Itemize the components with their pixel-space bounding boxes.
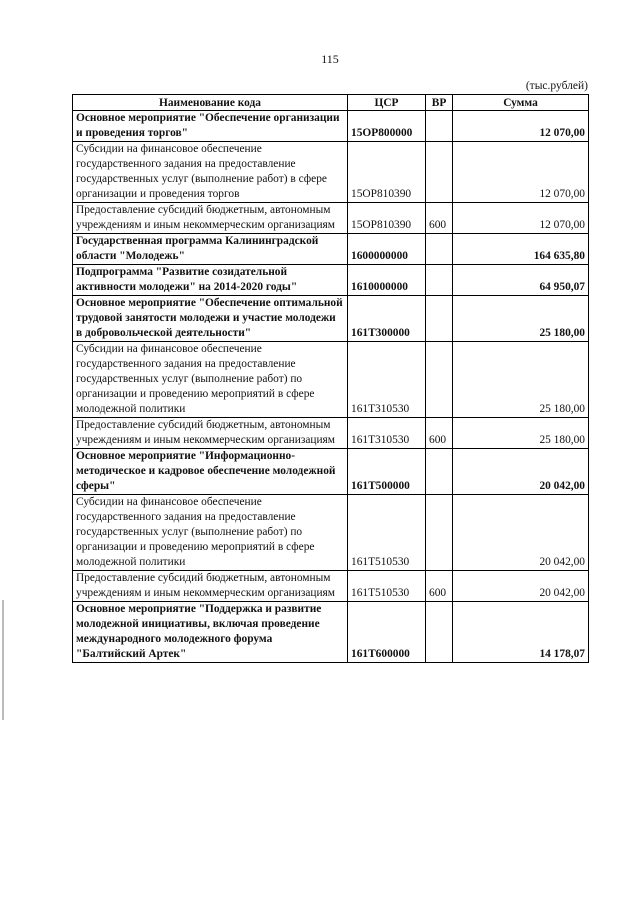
cell-vr xyxy=(426,265,453,296)
cell-csr: 1610000000 xyxy=(348,265,426,296)
cell-name: Предоставление субсидий бюджетным, автономным учреждениям и иным некоммерческим организациям xyxy=(73,418,348,449)
cell-vr xyxy=(426,142,453,203)
cell-vr xyxy=(426,449,453,495)
cell-vr xyxy=(426,342,453,418)
cell-vr xyxy=(426,602,453,663)
cell-csr: 161T300000 xyxy=(348,296,426,342)
cell-vr xyxy=(426,111,453,142)
cell-sum: 12 070,00 xyxy=(453,203,589,234)
cell-name: Государственная программа Калининградской области "Молодежь" xyxy=(73,234,348,265)
cell-vr: 600 xyxy=(426,571,453,602)
cell-csr: 161T500000 xyxy=(348,449,426,495)
table-row xyxy=(73,203,589,234)
cell-sum: 25 180,00 xyxy=(453,342,589,418)
cell-csr: 15OP800000 xyxy=(348,111,426,142)
cell-vr xyxy=(426,495,453,571)
header-sum: Сумма xyxy=(453,95,589,111)
cell-name: Основное мероприятие "Информационно-методическое и кадровое обеспечение молодежной сферы" xyxy=(73,449,348,495)
table-row xyxy=(73,449,589,495)
table-row xyxy=(73,495,589,571)
cell-csr: 161T600000 xyxy=(348,602,426,663)
table-row xyxy=(73,142,589,203)
cell-csr: 15OP810390 xyxy=(348,203,426,234)
table-row xyxy=(73,296,589,342)
page-number: 115 xyxy=(321,52,339,66)
header-vr: ВР xyxy=(426,95,453,111)
cell-name: Предоставление субсидий бюджетным, автономным учреждениям и иным некоммерческим организациям xyxy=(73,571,348,602)
table-row xyxy=(73,418,589,449)
table-row xyxy=(73,265,589,296)
cell-sum: 20 042,00 xyxy=(453,571,589,602)
cell-vr xyxy=(426,296,453,342)
table-row xyxy=(73,342,589,418)
cell-sum: 164 635,80 xyxy=(453,234,589,265)
cell-csr: 161T310530 xyxy=(348,418,426,449)
table-row xyxy=(73,111,589,142)
cell-name: Субсидии на финансовое обеспечение государственного задания на предоставление государственных услуг (выполнение работ) в сфере организации и проведения торгов xyxy=(73,142,348,203)
cell-sum: 25 180,00 xyxy=(453,418,589,449)
cell-name: Основное мероприятие "Поддержка и развитие молодежной инициативы, включая проведение международного молодежного форума "Балтийский Артек" xyxy=(73,602,348,663)
cell-vr: 600 xyxy=(426,418,453,449)
cell-name: Предоставление субсидий бюджетным, автономным учреждениям и иным некоммерческим организациям xyxy=(73,203,348,234)
cell-sum: 25 180,00 xyxy=(453,296,589,342)
cell-name: Субсидии на финансовое обеспечение государственного задания на предоставление государственных услуг (выполнение работ) по организации и проведению мероприятий в сфере молодежной политики xyxy=(73,342,348,418)
cell-name: Подпрограмма "Развитие созидательной активности молодежи" на 2014-2020 годы" xyxy=(73,265,348,296)
scan-edge-mark xyxy=(2,600,4,720)
cell-vr xyxy=(426,234,453,265)
cell-sum: 12 070,00 xyxy=(453,142,589,203)
cell-sum: 20 042,00 xyxy=(453,449,589,495)
cell-name: Субсидии на финансовое обеспечение государственного задания на предоставление государственных услуг (выполнение работ) по организации и проведению мероприятий в сфере молодежной политики xyxy=(73,495,348,571)
cell-csr: 15OP810390 xyxy=(348,142,426,203)
cell-sum: 14 178,07 xyxy=(453,602,589,663)
table-header-row xyxy=(73,95,589,111)
cell-csr: 1600000000 xyxy=(348,234,426,265)
table-row xyxy=(73,571,589,602)
cell-sum: 20 042,00 xyxy=(453,495,589,571)
cell-sum: 12 070,00 xyxy=(453,111,589,142)
units-label: (тыс.рублей) xyxy=(525,80,588,92)
cell-csr: 161T510530 xyxy=(348,495,426,571)
cell-name: Основное мероприятие "Обеспечение оптимальной трудовой занятости молодежи и участие молодежи в добровольческой деятельности" xyxy=(73,296,348,342)
budget-table xyxy=(72,94,589,663)
cell-name: Основное мероприятие "Обеспечение организации и проведения торгов" xyxy=(73,111,348,142)
cell-vr: 600 xyxy=(426,203,453,234)
table-body xyxy=(73,111,589,663)
header-name: Наименование кода xyxy=(73,95,348,111)
cell-sum: 64 950,07 xyxy=(453,265,589,296)
cell-csr: 161T310530 xyxy=(348,342,426,418)
table-row xyxy=(73,234,589,265)
header-csr: ЦСР xyxy=(348,95,426,111)
table-row xyxy=(73,602,589,663)
cell-csr: 161T510530 xyxy=(348,571,426,602)
